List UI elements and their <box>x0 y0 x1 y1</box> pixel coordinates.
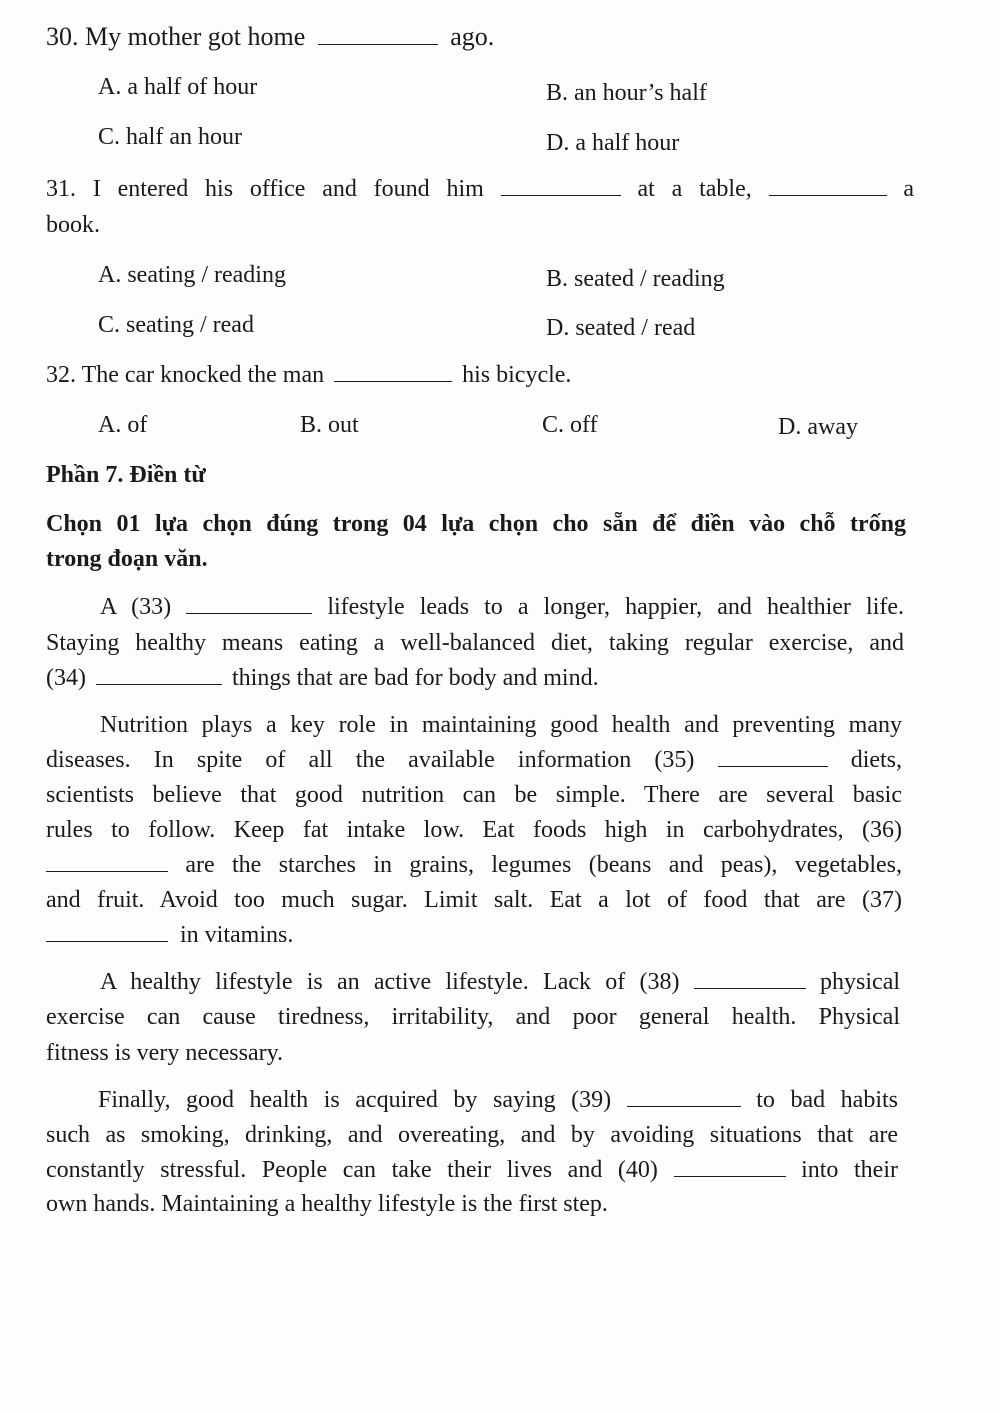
passage-p1-line-3 <box>46 663 599 693</box>
option-32-a[interactable]: A. of <box>98 412 148 438</box>
question-32-text-end: his bicycle. <box>462 362 572 388</box>
option-30-a[interactable]: A. a half of hour <box>98 74 258 100</box>
answer-blank-31b[interactable] <box>769 175 887 196</box>
passage-p2-line-5 <box>46 850 902 880</box>
passage-p4-line-1 <box>98 1085 898 1115</box>
answer-blank-31a[interactable] <box>501 175 621 196</box>
answer-blank-40[interactable] <box>674 1156 786 1177</box>
passage-text: into their <box>801 1157 898 1183</box>
passage-p2-line-2 <box>46 745 902 775</box>
passage-p2-line-3: scientists believe that good nutrition can be simple. There are several basic <box>46 782 902 808</box>
question-30-text-end: ago. <box>450 22 495 51</box>
question-32-stem <box>46 360 571 390</box>
passage-text: A healthy lifestyle is an active lifestyle. Lack of (38) <box>100 969 680 995</box>
option-32-d[interactable]: D. away <box>778 414 858 440</box>
answer-blank-32[interactable] <box>334 361 452 382</box>
answer-blank-36[interactable] <box>46 851 168 872</box>
passage-p4-line-4: own hands. Maintaining a healthy lifestyle is the first step. <box>46 1191 608 1217</box>
passage-text: constantly stressful. People can take their lives and (40) <box>46 1157 658 1183</box>
passage-p3-line-1 <box>100 967 900 997</box>
passage-text: things that are bad for body and mind. <box>231 665 599 691</box>
answer-blank-37[interactable] <box>46 921 168 942</box>
passage-p4-line-2: such as smoking, drinking, and overeating, and by avoiding situations that are <box>46 1122 898 1148</box>
passage-p2-line-7 <box>46 920 293 950</box>
question-32-text: 32. The car knocked the man <box>46 362 325 388</box>
passage-text: lifestyle leads to a longer, happier, and healthier life. <box>327 594 905 620</box>
question-31-text: 31. I entered his office and found him <box>46 176 484 202</box>
option-30-d[interactable]: D. a half hour <box>546 130 680 156</box>
passage-text: to bad habits <box>756 1087 899 1113</box>
question-30-text: 30. My mother got home <box>46 22 306 51</box>
option-31-a[interactable]: A. seating / reading <box>98 262 286 288</box>
answer-blank-33[interactable] <box>186 593 312 614</box>
section-instruction-line-1: Chọn 01 lựa chọn đúng trong 04 lựa chọn cho sẵn để điền vào chỗ trống <box>46 511 906 537</box>
answer-blank-38[interactable] <box>694 968 806 989</box>
option-30-c[interactable]: C. half an hour <box>98 124 242 150</box>
passage-p3-line-3: fitness is very necessary. <box>46 1040 284 1066</box>
question-31-stem <box>46 174 914 204</box>
passage-p1-line-1 <box>100 592 904 622</box>
option-31-d[interactable]: D. seated / read <box>546 315 696 341</box>
passage-text: diseases. In spite of all the available information (35) <box>46 747 695 773</box>
answer-blank-34[interactable] <box>96 664 222 685</box>
option-31-c[interactable]: C. seating / read <box>98 312 254 338</box>
section-instruction-line-2: trong đoạn văn. <box>46 546 208 572</box>
option-31-b[interactable]: B. seated / reading <box>546 266 725 292</box>
answer-blank-35[interactable] <box>718 746 828 767</box>
answer-blank-39[interactable] <box>627 1086 741 1107</box>
option-30-b[interactable]: B. an hour’s half <box>546 80 707 106</box>
question-31-wrap: book. <box>46 212 100 238</box>
passage-p2-line-6: and fruit. Avoid too much sugar. Limit salt. Eat a lot of food that are (37) <box>46 887 902 913</box>
passage-text: are the starches in grains, legumes (beans and peas), vegetables, <box>185 852 902 878</box>
passage-text: A (33) <box>100 594 172 620</box>
passage-text: (34) <box>46 665 86 691</box>
passage-text: diets, <box>850 747 903 773</box>
option-32-c[interactable]: C. off <box>542 412 598 438</box>
option-32-b[interactable]: B. out <box>300 412 359 438</box>
passage-p3-line-2: exercise can cause tiredness, irritability, and poor general health. Physical <box>46 1004 900 1030</box>
question-30-stem <box>46 22 494 52</box>
answer-blank-30[interactable] <box>318 24 438 45</box>
passage-text: in vitamins. <box>180 922 294 948</box>
question-31-text-mid: at a table, <box>637 176 752 202</box>
passage-p2-line-1: Nutrition plays a key role in maintaining good health and preventing many <box>100 712 902 738</box>
passage-p1-line-2: Staying healthy means eating a well-balanced diet, taking regular exercise, and <box>46 630 904 656</box>
passage-text: physical <box>820 969 901 995</box>
question-31-text-end: a <box>903 176 915 202</box>
passage-p2-line-4: rules to follow. Keep fat intake low. Eat foods high in carbohydrates, (36) <box>46 817 902 843</box>
passage-text: Finally, good health is acquired by saying (39) <box>98 1087 612 1113</box>
section-title: Phần 7. Điền từ <box>46 462 206 488</box>
passage-p4-line-3 <box>46 1155 898 1185</box>
